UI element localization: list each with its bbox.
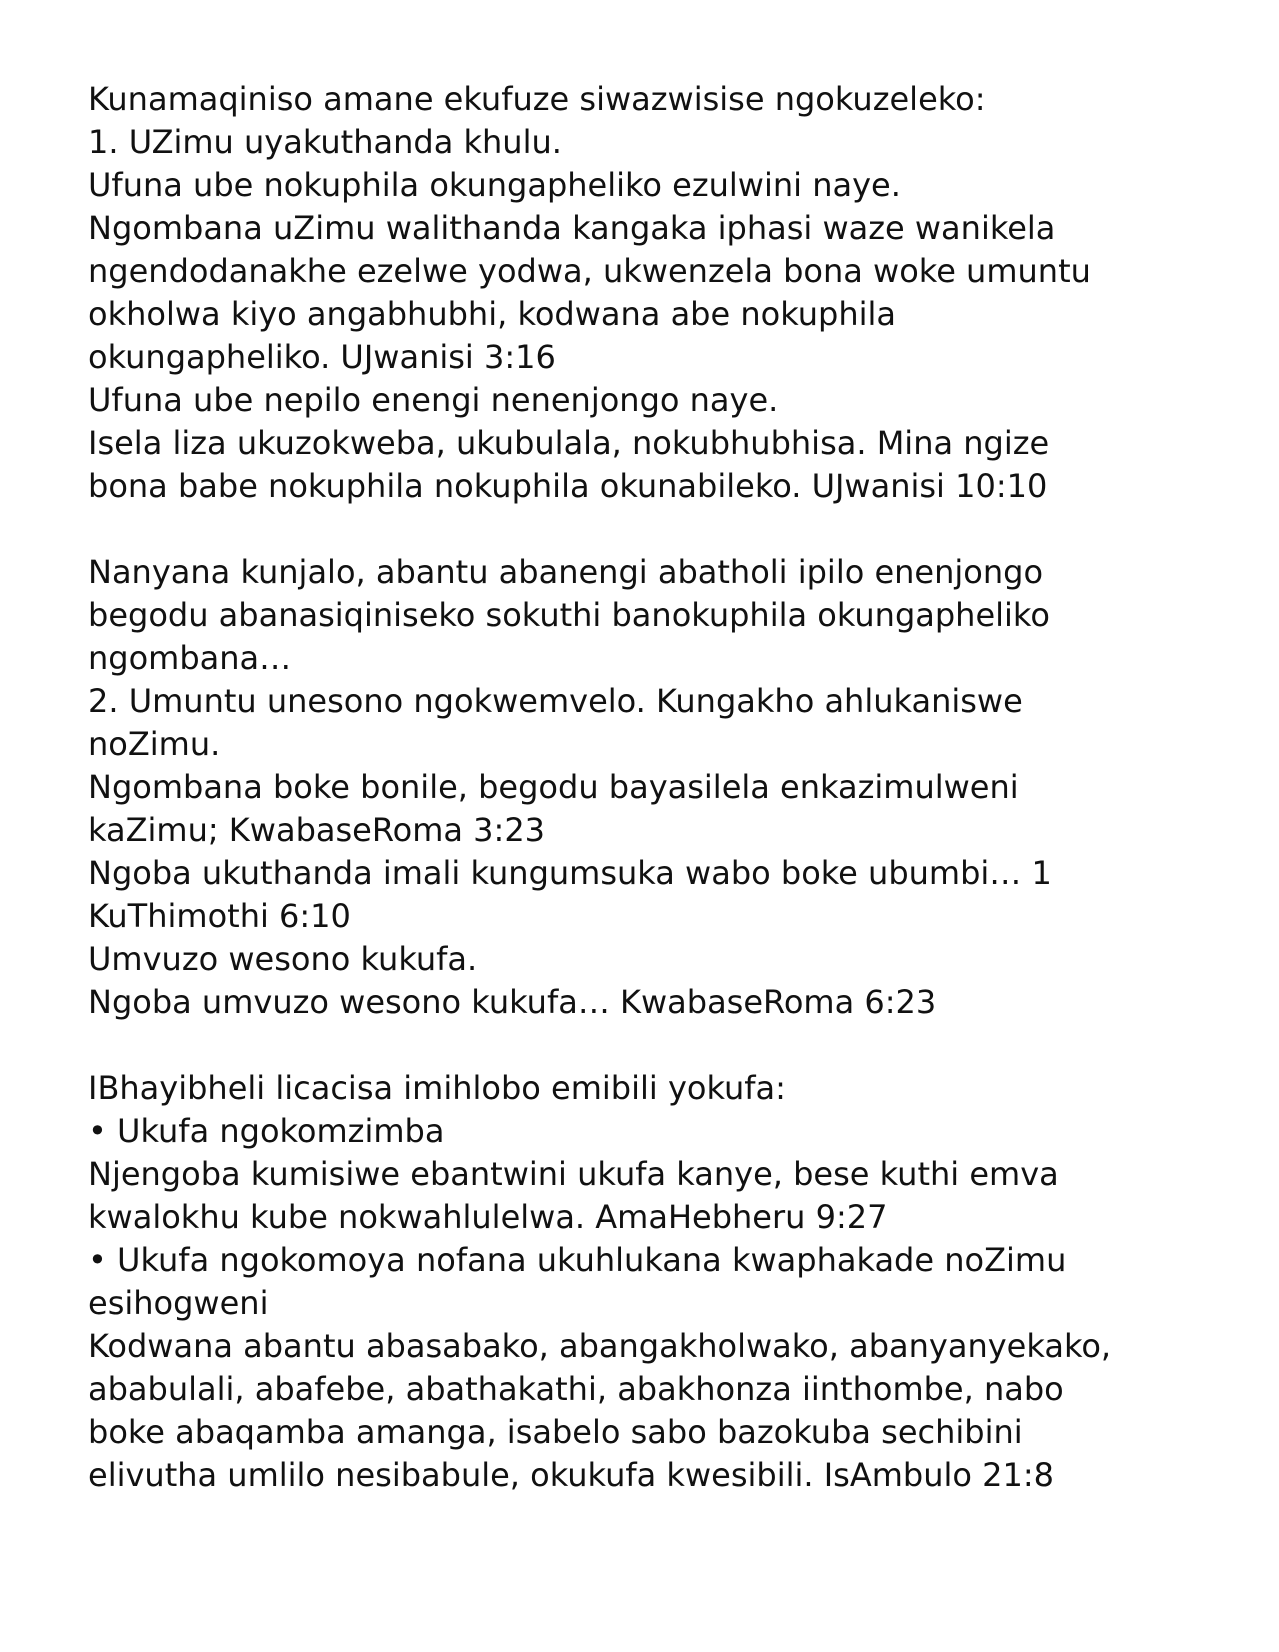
text-line: Ngoba umvuzo wesono kukufa… KwabaseRoma 6:23 xyxy=(88,983,937,1021)
text-line: ngombana… xyxy=(88,639,292,677)
text-line: kaZimu; KwabaseRoma 3:23 xyxy=(88,811,546,849)
text-line: Ngombana boke bonile, begodu bayasilela enkazimulweni xyxy=(88,768,1019,806)
text-line: IBhayibheli licacisa imihlobo emibili yokufa: xyxy=(88,1069,786,1107)
text-line: Ngombana uZimu walithanda kangaka iphasi waze wanikela xyxy=(88,209,1056,247)
text-line: Ngoba ukuthanda imali kungumsuka wabo boke ubumbi… 1 xyxy=(88,854,1052,892)
text-line: Kunamaqiniso amane ekufuze siwazwisise ngokuzeleko: xyxy=(88,80,986,118)
text-line: okholwa kiyo angabhubhi, kodwana abe nokuphila xyxy=(88,295,897,333)
text-line: begodu abanasiqiniseko sokuthi banokuphila okungapheliko xyxy=(88,596,1050,634)
text-line: Ufuna ube nokuphila okungapheliko ezulwini naye. xyxy=(88,166,901,204)
text-line: Isela liza ukuzokweba, ukubulala, nokubhubhisa. Mina ngize xyxy=(88,424,1050,462)
text-line: elivutha umlilo nesibabule, okukufa kwesibili. IsAmbulo 21:8 xyxy=(88,1456,1054,1494)
text-line: Kodwana abantu abasabako, abangakholwako, abanyanyekako, xyxy=(88,1327,1112,1365)
text-line: noZimu. xyxy=(88,725,221,763)
document-body xyxy=(88,78,1238,1497)
text-line: Nanyana kunjalo, abantu abanengi abatholi ipilo enenjongo xyxy=(88,553,1044,591)
paragraph-gap xyxy=(88,508,1238,551)
text-line: Njengoba kumisiwe ebantwini ukufa kanye, bese kuthi emva xyxy=(88,1155,1059,1193)
text-line: Umvuzo wesono kukufa. xyxy=(88,940,478,978)
text-line: ababulali, abafebe, abathakathi, abakhonza iinthombe, nabo xyxy=(88,1370,1064,1408)
bullet-item: • Ukufa ngokomzimba xyxy=(88,1112,445,1150)
text-line: okungapheliko. UJwanisi 3:16 xyxy=(88,338,556,376)
text-line: Ufuna ube nepilo enengi nenenjongo naye. xyxy=(88,381,779,419)
text-line: 1. UZimu uyakuthanda khulu. xyxy=(88,123,562,161)
text-line: KuThimothi 6:10 xyxy=(88,897,351,935)
text-line: ngendodanakhe ezelwe yodwa, ukwenzela bona woke umuntu xyxy=(88,252,1091,290)
paragraph-gap xyxy=(88,1024,1238,1067)
text-line: 2. Umuntu unesono ngokwemvelo. Kungakho ahlukaniswe xyxy=(88,682,1023,720)
text-line: bona babe nokuphila nokuphila okunabileko. UJwanisi 10:10 xyxy=(88,467,1048,505)
text-line: kwalokhu kube nokwahlulelwa. AmaHebheru 9:27 xyxy=(88,1198,888,1236)
text-line: boke abaqamba amanga, isabelo sabo bazokuba sechibini xyxy=(88,1413,1023,1451)
text-line: esihogweni xyxy=(88,1284,269,1322)
bullet-item: • Ukufa ngokomoya nofana ukuhlukana kwaphakade noZimu xyxy=(88,1241,1067,1279)
